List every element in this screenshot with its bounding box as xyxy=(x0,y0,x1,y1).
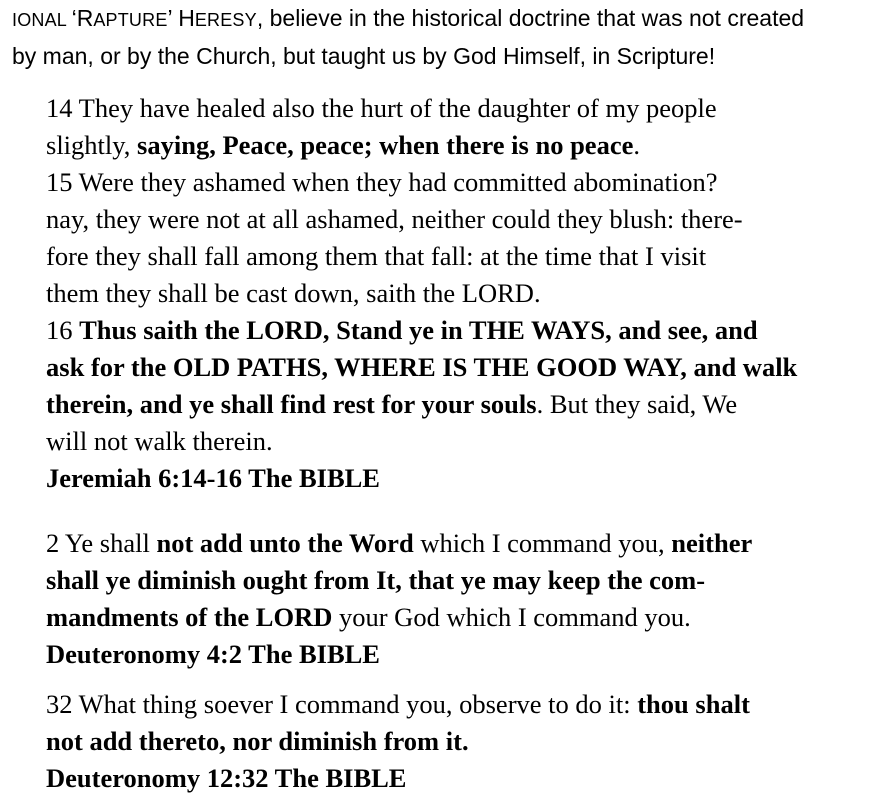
verse-line: will not walk therein. xyxy=(46,426,273,456)
scripture-reference: Deuteronomy 4:2 The BIBLE xyxy=(46,639,380,669)
verse-line xyxy=(46,127,846,164)
scripture-reference: Jeremiah 6:14-16 The BIBLE xyxy=(46,463,380,493)
verse-text: . xyxy=(633,130,640,160)
scripture-block-jeremiah xyxy=(46,90,846,497)
verse-line: them they shall be cast down, saith the LORD. xyxy=(46,278,541,308)
verse-text-bold: shall ye diminish ought from It, that ye may keep the com- xyxy=(46,565,706,595)
verse-text: which I command you, xyxy=(413,528,672,558)
verse-text: your God which I command you. xyxy=(332,602,691,632)
verse-line: fore they shall fall among them that fall: at the time that I visit xyxy=(46,241,707,271)
scripture-block-deuteronomy-4 xyxy=(46,525,846,673)
verse-line xyxy=(46,686,846,723)
verse-line xyxy=(46,525,846,562)
verse-text-bold: mandments of the LORD xyxy=(46,602,333,632)
intro-line-1 xyxy=(12,0,872,38)
verse-text-bold: saying, Peace, peace; when there is no peace xyxy=(137,130,634,160)
verse-line xyxy=(46,349,846,386)
verse-line: nay, they were not at all ashamed, neither could they blush: there- xyxy=(46,204,743,234)
intro-paragraph xyxy=(12,0,872,74)
verse-text-bold: thou shalt xyxy=(637,689,750,719)
verse-line: 14 They have healed also the hurt of the daughter of my people xyxy=(46,93,717,123)
intro-smallcaps-tional xyxy=(12,10,72,30)
verse-line xyxy=(46,386,846,423)
intro-line-2: by man, or by the Church, but taught us by God Himself, in Scripture! xyxy=(12,43,716,69)
scripture-reference: Deuteronomy 12:32 The BIBLE xyxy=(46,763,407,793)
verse-text-bold: therein, and ye shall find rest for your souls xyxy=(46,389,537,419)
verse-text: slightly, xyxy=(46,130,138,160)
intro-quote-close: ’ xyxy=(167,5,179,31)
verse-text-bold: not add unto the Word xyxy=(156,528,414,558)
verse-line xyxy=(46,562,846,599)
intro-line-1-text: , believe in the historical doctrine that was not created xyxy=(256,5,805,31)
scripture-block-deuteronomy-12 xyxy=(46,686,846,797)
verse-text: . But they said, We xyxy=(536,389,738,419)
verse-line xyxy=(46,723,846,760)
verse-line xyxy=(46,312,846,349)
verse-line: 15 Were they ashamed when they had committed abomination? xyxy=(46,167,718,197)
verse-text: 2 Ye shall xyxy=(46,528,157,558)
intro-sc-r: R xyxy=(76,5,94,31)
verse-text: 32 What thing soever I command you, observe to do it: xyxy=(46,689,638,719)
intro-sc-ional: IONAL xyxy=(12,10,72,30)
intro-sc-apture: APTURE xyxy=(93,10,168,30)
verse-text: 16 xyxy=(46,315,80,345)
verse-text-bold: neither xyxy=(671,528,753,558)
verse-text-bold: Thus saith the LORD, Stand ye in THE WAYS, and see, and xyxy=(79,315,758,345)
verse-text-bold: not add thereto, nor diminish from it. xyxy=(46,726,469,756)
intro-sc-eresy: ERESY xyxy=(194,10,257,30)
intro-sc-h: H xyxy=(178,5,195,31)
verse-text-bold: ask for the OLD PATHS, WHERE IS THE GOOD WAY, and walk xyxy=(46,352,798,382)
intro-quote-open: ‘ xyxy=(71,5,77,31)
verse-line xyxy=(46,599,846,636)
